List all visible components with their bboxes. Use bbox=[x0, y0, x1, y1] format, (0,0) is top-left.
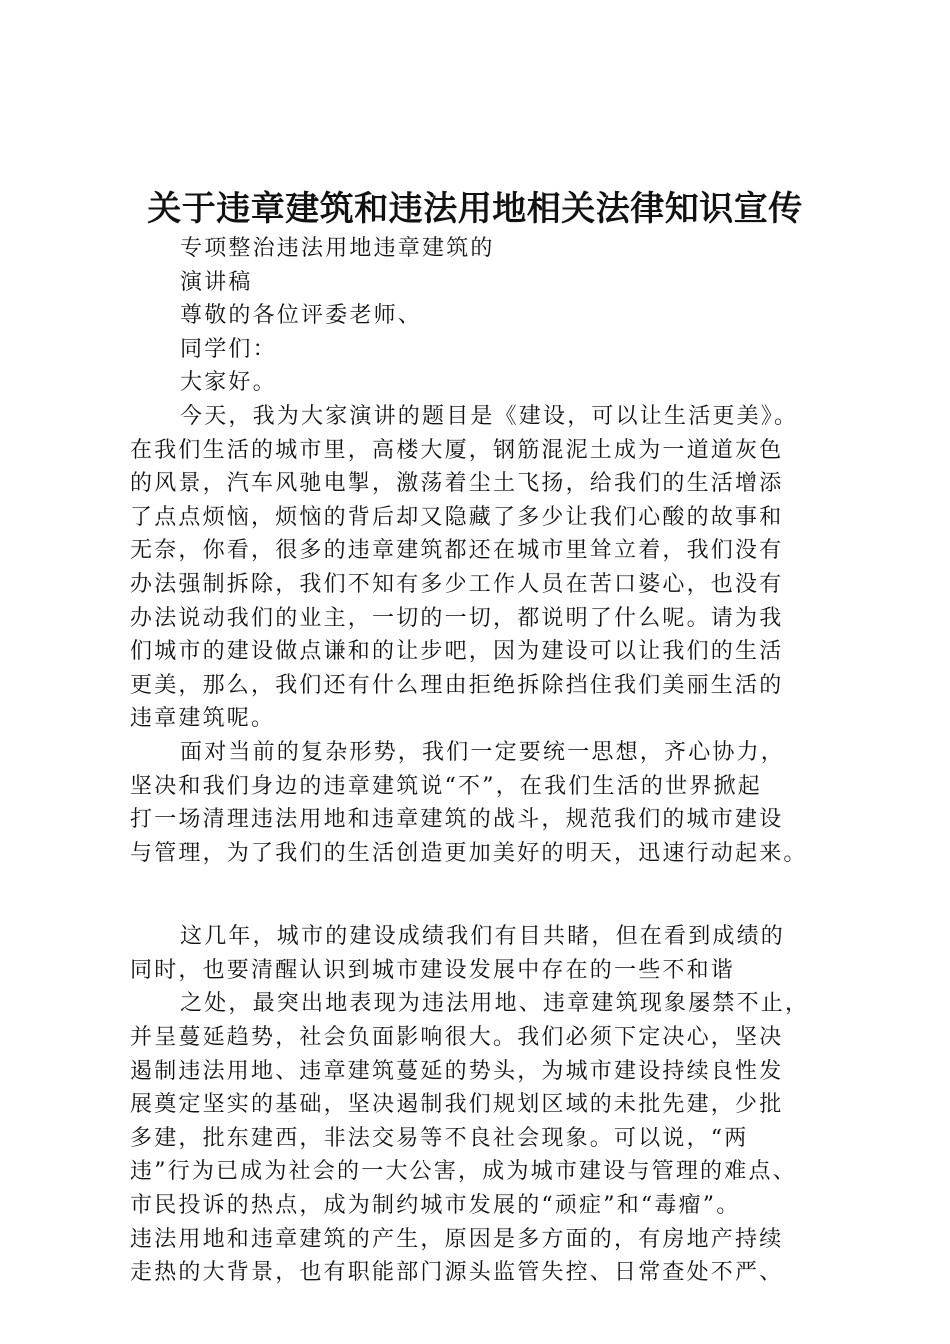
text-line: 多建，批东建西，非法交易等不良社会现象。可以说，“两 bbox=[130, 1125, 749, 1151]
document-title: 关于违章建筑和违法用地相关法律知识宣传 bbox=[147, 189, 803, 229]
text-line: 无奈，你看，很多的违章建筑都还在城市里耸立着，我们没有 bbox=[130, 538, 784, 564]
text-line: 面对当前的复杂形势，我们一定要统一思想，齐心协力， bbox=[180, 739, 786, 765]
text-line: 演讲稿 bbox=[180, 269, 253, 295]
text-line: 遏制违法用地、违章建筑蔓延的势头，为城市建设持续良性发 bbox=[130, 1058, 784, 1084]
text-line: 违”行为已成为社会的一大公害，成为城市建设与管理的难点、 bbox=[130, 1159, 797, 1185]
text-line: 了点点烦恼，烦恼的背后却又隐藏了多少让我们心酸的故事和 bbox=[130, 504, 784, 530]
text-line: 办法说动我们的业主，一切的一切，都说明了什么呢。请为我 bbox=[130, 605, 784, 631]
text-line: 违章建筑呢。 bbox=[130, 706, 276, 732]
text-line: 大家好。 bbox=[180, 370, 277, 396]
text-line: 办法强制拆除，我们不知有多少工作人员在苦口婆心，也没有 bbox=[130, 571, 784, 597]
text-line: 违法用地和违章建筑的产生，原因是多方面的，有房地产持续 bbox=[130, 1226, 784, 1252]
text-line: 这几年，城市的建设成绩我们有目共睹，但在看到成绩的 bbox=[180, 924, 786, 950]
text-line: 展奠定坚实的基础，坚决遏制我们规划区域的未批先建，少批 bbox=[130, 1092, 784, 1118]
text-line: 在我们生活的城市里，高楼大厦，钢筋混泥土成为一道道灰色 bbox=[130, 437, 784, 463]
text-line: 与管理，为了我们的生活创造更加美好的明天，迅速行动起来。 bbox=[130, 840, 808, 866]
text-line: 们城市的建设做点谦和的让步吧，因为建设可以让我们的生活 bbox=[130, 639, 784, 665]
text-line: 尊敬的各位评委老师、 bbox=[180, 303, 423, 329]
text-line: 之处，最突出地表现为违法用地、违章建筑现象屡禁不止， bbox=[180, 991, 810, 1017]
text-line: 的风景，汽车风驰电掣，激荡着尘土飞扬，给我们的生活增添 bbox=[130, 471, 784, 497]
text-line: 今天，我为大家演讲的题目是《建设，可以让生活更美》。 bbox=[180, 403, 799, 429]
text-line: 市民投诉的热点，成为制约城市发展的“顽症”和“毒瘤”。 bbox=[130, 1193, 741, 1219]
text-line: 走热的大背景，也有职能部门源头监管失控、日常查处不严、 bbox=[130, 1260, 784, 1286]
text-line: 同学们： bbox=[180, 336, 277, 362]
text-line: 打一场清理违法用地和违章建筑的战斗，规范我们的城市建设 bbox=[130, 807, 784, 833]
text-line: 坚决和我们身边的违章建筑说“不”，在我们生活的世界掀起 bbox=[130, 773, 762, 799]
document-body bbox=[130, 232, 830, 1290]
text-line: 更美，那么，我们还有什么理由拒绝拆除挡住我们美丽生活的 bbox=[130, 672, 784, 698]
text-line: 并呈蔓延趋势，社会负面影响很大。我们必须下定决心，坚决 bbox=[130, 1025, 784, 1051]
text-line: 同时，也要清醒认识到城市建设发展中存在的一些不和谐 bbox=[130, 957, 736, 983]
text-line: 专项整治违法用地违章建筑的 bbox=[180, 236, 495, 261]
paragraph-gap bbox=[130, 870, 830, 920]
